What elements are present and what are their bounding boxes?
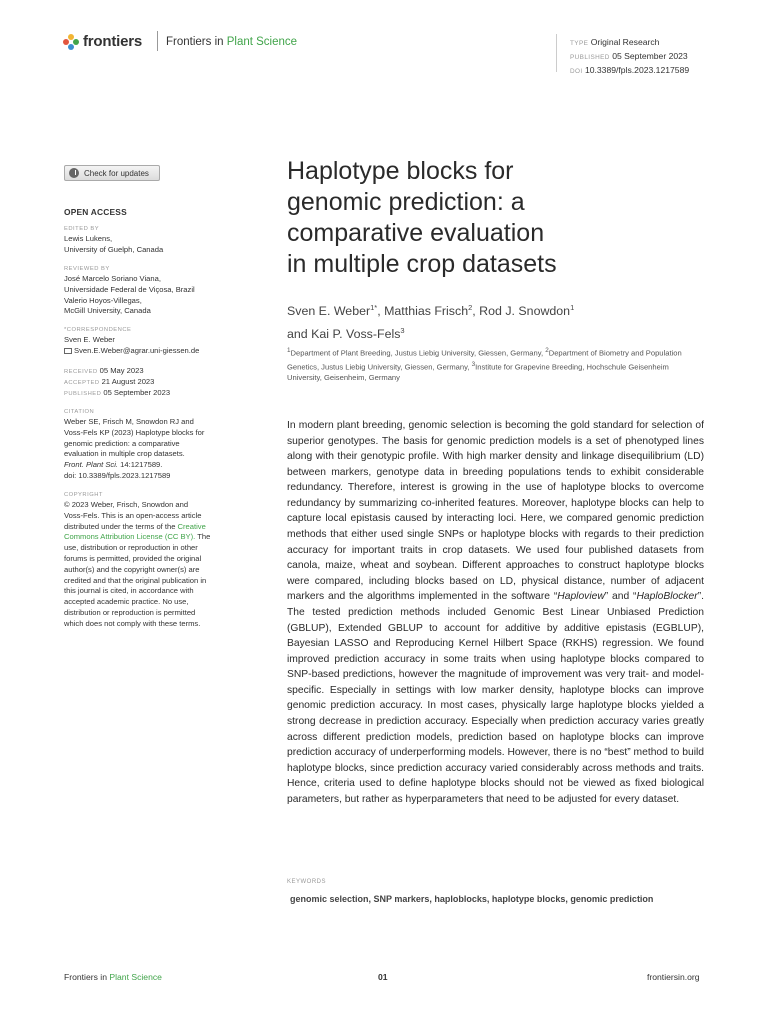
license-link[interactable]: Commons Attribution License (CC BY). [64, 532, 196, 542]
correspondence-email-row[interactable] [64, 346, 254, 357]
check-updates-label: Check for updates [84, 168, 149, 178]
page-number: 01 [378, 972, 388, 982]
citation-journal: Front. Plant Sci. [64, 460, 119, 470]
copyright-label: COPYRIGHT [64, 492, 103, 498]
correspondence-section [64, 326, 254, 357]
dates-section [64, 366, 254, 399]
copyright-line: distribution or reproduction is permitted [64, 607, 196, 617]
received-date: 05 May 2023 [99, 366, 144, 375]
frontiers-logo-icon [63, 34, 79, 50]
abstract-text: In modern plant breeding, genomic selection is becoming the gold standard for selection of superior genotypes. The basis for genomic prediction models is a set of phenotyped lines along with their genotypic profile. With high marker density and linkage disequilibrium (LD) between markers, genotype data in breeding populations tends to exhibit considerable redundancy. Therefore, interest is growing in the use of haplotype blocks to overcome redundancy by summarizing co-inherited features. Moreover, haplotype blocks can help to capture local epistasis caused by interacting loci. Here, we compared genomic prediction methods that either used single SNPs or haplotype blocks with regards to their prediction accuracy for important traits in crop datasets. We used four published datasets from canola, maize, wheat and soybean. Different approaches to construct haplotype blocks were compared, including blocks based on LD, physical distance, number of adjacent markers and the algorithms implemented in the software “ [287, 420, 704, 603]
meta-type [570, 36, 689, 50]
citation-label: CITATION [64, 409, 95, 415]
correspondence-email[interactable]: Sven.E.Weber@agrar.uni-giessen.de [74, 345, 200, 355]
author-line-2 [287, 321, 727, 344]
keywords-label: KEYWORDS [287, 879, 327, 885]
accepted-row [64, 377, 254, 388]
meta-published-label: PUBLISHED [570, 54, 610, 61]
copyright-line: accepted academic practice. No use, [64, 597, 189, 607]
affil-mark: 2 [545, 347, 549, 354]
copyright-line: this journal is cited, in accordance with [64, 586, 194, 596]
received-row [64, 366, 254, 377]
published-label: PUBLISHED [64, 391, 102, 397]
citation-doi[interactable]: doi: 10.3389/fpls.2023.1217589 [64, 470, 171, 480]
title-line: Haplotype blocks for [287, 157, 514, 185]
envelope-icon [64, 348, 72, 354]
citation-line: Weber SE, Frisch M, Snowdon RJ and [64, 417, 194, 426]
copyright-line: distributed under the terms of the [64, 521, 178, 531]
meta-doi [570, 64, 689, 78]
copyright-line: author(s) and the copyright owner(s) are [64, 564, 200, 574]
author-affil-mark: 3 [400, 326, 405, 336]
open-access-label: OPEN ACCESS [64, 207, 127, 217]
author-name[interactable]: Rod J. Snowdon [479, 304, 571, 319]
header-divider [157, 31, 158, 51]
citation-line: evaluation in multiple crop datasets. [64, 449, 185, 459]
article-meta [570, 36, 689, 78]
copyright-license-line [64, 522, 254, 533]
keywords: genomic selection, SNP markers, haploblocks, haplotype blocks, genomic prediction [290, 894, 654, 904]
abstract-text: ” and “ [604, 591, 637, 603]
author-affil-mark: 1* [370, 303, 378, 312]
citation-journal-line [64, 460, 254, 471]
reviewer-name: Valerio Hoyos-Villegas, [64, 295, 142, 305]
published-date: 05 September 2023 [103, 388, 171, 397]
reviewed-by-section [64, 265, 254, 317]
author-separator: , [472, 304, 480, 319]
affiliation: Department of Plant Breeding, Justus Liebig University, Giessen, Germany, [290, 348, 546, 358]
editor-name: Lewis Lukens, [64, 234, 113, 243]
citation-line: genomic prediction: a comparative [64, 438, 180, 448]
abstract [287, 418, 704, 807]
received-label: RECEIVED [64, 369, 98, 375]
footer-site-link[interactable]: frontiersin.org [647, 972, 700, 982]
published-row [64, 388, 254, 399]
author-name[interactable]: Matthias Frisch [384, 304, 469, 319]
affil-mark: 3 [471, 360, 476, 368]
reviewer-affiliation: Universidade Federal de Viçosa, Brazil [64, 284, 195, 294]
reviewer-name: José Marcelo Soriano Viana, [64, 274, 161, 283]
software-name: Haploview [557, 591, 605, 603]
meta-doi-value[interactable]: 10.3389/fpls.2023.1217589 [584, 65, 690, 75]
author-name[interactable]: Sven E. Weber [287, 304, 371, 319]
editor-affiliation: University of Guelph, Canada [64, 244, 164, 254]
correspondence-label: *CORRESPONDENCE [64, 327, 132, 333]
author-name[interactable]: and Kai P. Voss-Fels [287, 327, 401, 342]
title-line: comparative evaluation [287, 219, 545, 247]
accepted-date: 21 August 2023 [101, 377, 155, 386]
author-affil-mark: 1 [570, 303, 575, 312]
accepted-label: ACCEPTED [64, 380, 100, 386]
copyright-line: use, distribution or reproduction in other [64, 543, 198, 553]
meta-published [570, 50, 689, 64]
author-affil-mark: 2 [468, 303, 473, 312]
check-for-updates-button[interactable] [64, 165, 160, 181]
citation-section [64, 408, 254, 482]
author-line-1 [287, 298, 727, 321]
affiliations [287, 345, 705, 383]
footer-journal[interactable] [64, 972, 162, 982]
reviewer-affiliation: McGill University, Canada [64, 306, 151, 316]
meta-published-value: 05 September 2023 [612, 51, 688, 61]
meta-type-label: TYPE [570, 40, 589, 47]
abstract-text: ”. The tested prediction methods included Genomic Best Linear Unbiased Prediction (GBLUP), Extended GBLUP to account for additive by additive epistasis (EGBLUP), Bayesian LASSO and Reproducing Kernel Hilbert Space (RKHS) regression. We found improved prediction accuracy in some traits when using haplotype blocks compared to SNP-based predictions, however the magnitude of improvement was very trait- and model-specific. Especially in settings with low marker density, haplotype blocks can improve genomic prediction accuracy. In most cases, physically large haplotype blocks yielded a strong decrease in prediction accuracy. Especially when prediction accuracy varies greatly across different prediction models, prediction based on haplotype blocks can improve prediction accuracy of underperforming models. However, there is no “best” method to build haplotype blocks, since prediction accuracy varied considerably across methods and traits. Hence, criteria used to define haplotype blocks should not be viewed as fixed biological parameters, but rather as hyperparameters that need to be adjusted for every dataset. [287, 591, 705, 805]
affiliation: Department of Biometry and Population Genetics, Justus Liebig University, Giessen, Germany, [287, 348, 682, 372]
article-title [287, 156, 717, 280]
citation-volume: 14:1217589. [120, 460, 163, 470]
copyright-line: credited and that the original publication in [64, 575, 207, 585]
title-line: in multiple crop datasets [287, 250, 557, 278]
affil-mark: 1 [287, 347, 291, 354]
copyright-section [64, 491, 254, 630]
citation-line: Voss-Fels KP (2023) Haplotype blocks for [64, 427, 205, 437]
journal-prefix: Frontiers in [166, 36, 224, 48]
frontiers-logo[interactable] [63, 33, 142, 50]
journal-title: Plant Science [226, 36, 298, 48]
copyright-line: © 2023 Weber, Frisch, Snowdon and [64, 500, 189, 509]
copyright-line: which does not comply with these terms. [64, 618, 201, 628]
meta-type-value: Original Research [590, 37, 660, 47]
meta-divider [556, 34, 557, 72]
edited-by-section [64, 225, 254, 256]
author-list [287, 298, 727, 344]
copyright-line: forums is permitted, provided the original [64, 553, 202, 563]
license-link[interactable]: Creative [177, 521, 206, 531]
update-icon [69, 168, 79, 178]
logo-text: frontiers [83, 33, 143, 50]
copyright-license-line-2 [64, 532, 254, 543]
affiliation: Institute for Grapevine Breeding, Hochschule Geisenheim University, Geisenheim, Germany [287, 362, 669, 383]
reviewed-by-label: REVIEWED BY [64, 266, 110, 272]
footer-journal-prefix: Frontiers in [64, 972, 107, 982]
copyright-tail: The [195, 532, 211, 542]
journal-name[interactable] [166, 36, 297, 48]
title-line: genomic prediction: a [287, 188, 525, 216]
footer-journal-name: Plant Science [109, 972, 162, 982]
correspondence-name: Sven E. Weber [64, 335, 115, 344]
software-name: HaploBlocker [636, 591, 698, 603]
meta-doi-label: DOI [570, 68, 583, 75]
copyright-line: Voss-Fels. This is an open-access article [64, 510, 202, 520]
edited-by-label: EDITED BY [64, 226, 100, 232]
author-separator: , [377, 304, 385, 319]
